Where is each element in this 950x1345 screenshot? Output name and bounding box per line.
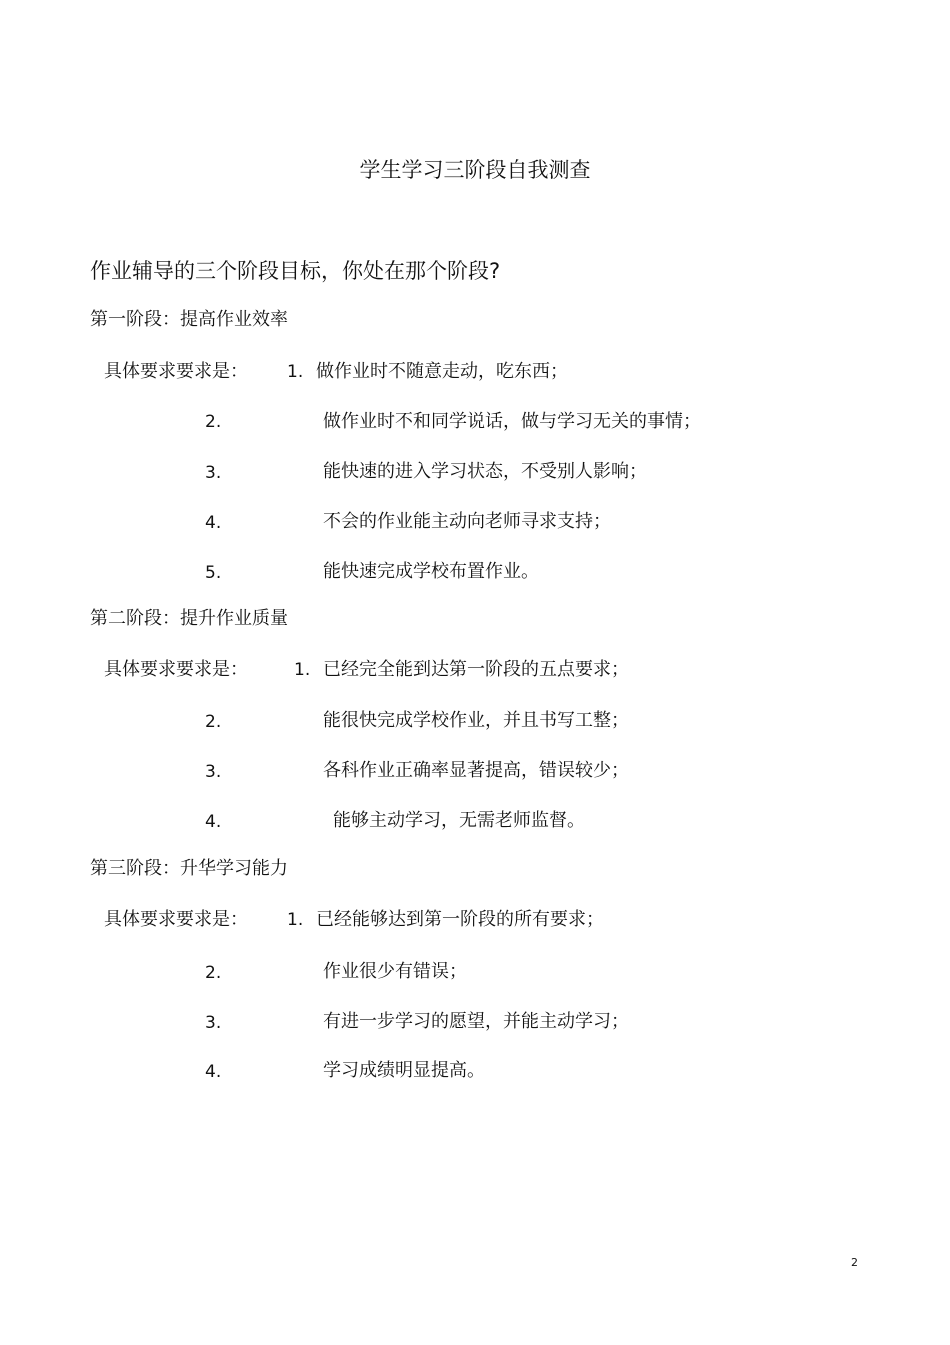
item-text: 能够主动学习，无需老师监督。 (333, 810, 585, 831)
item-text: 作业很少有错误； (323, 961, 467, 982)
item-text: 能快速完成学校布置作业。 (323, 561, 539, 582)
item-number: 4. (205, 1062, 222, 1082)
page-number: 2 (851, 1256, 858, 1269)
item-number: 1. (294, 660, 311, 680)
item-text: 能很快完成学校作业，并且书写工整； (323, 710, 629, 731)
stage-heading: 第三阶段：升华学习能力 (90, 858, 288, 879)
item-number: 3. (205, 762, 222, 782)
page-title: 学生学习三阶段自我测查 (359, 158, 591, 182)
item-number: 4. (205, 812, 222, 832)
item-text: 能快速的进入学习状态，不受别人影响； (323, 461, 647, 482)
item-number: 1. (287, 362, 304, 382)
item-text: 各科作业正确率显著提高，错误较少； (323, 760, 629, 781)
item-text: 有进一步学习的愿望，并能主动学习； (323, 1011, 629, 1032)
item-number: 2. (205, 712, 222, 732)
item-number: 2. (205, 963, 222, 983)
item-text: 学习成绩明显提高。 (323, 1060, 485, 1081)
question-heading: 作业辅导的三个阶段目标，你处在那个阶段? (90, 259, 501, 283)
item-number: 1. (287, 910, 304, 930)
stage-heading: 第二阶段：提升作业质量 (90, 608, 288, 629)
item-text: 做作业时不随意走动，吃东西； (316, 361, 568, 382)
item-number: 5. (205, 563, 222, 583)
item-number: 3. (205, 463, 222, 483)
stage-heading: 第一阶段：提高作业效率 (90, 309, 288, 330)
item-text: 做作业时不和同学说话，做与学习无关的事情； (323, 411, 701, 432)
requirement-label: 具体要求要求是： (104, 361, 248, 382)
requirement-label: 具体要求要求是： (104, 909, 248, 930)
item-number: 4. (205, 513, 222, 533)
item-number: 3. (205, 1013, 222, 1033)
item-number: 2. (205, 412, 222, 432)
item-text: 已经完全能到达第一阶段的五点要求； (323, 659, 629, 680)
item-text: 不会的作业能主动向老师寻求支持； (323, 511, 611, 532)
requirement-label: 具体要求要求是： (104, 659, 248, 680)
item-text: 已经能够达到第一阶段的所有要求； (316, 909, 604, 930)
